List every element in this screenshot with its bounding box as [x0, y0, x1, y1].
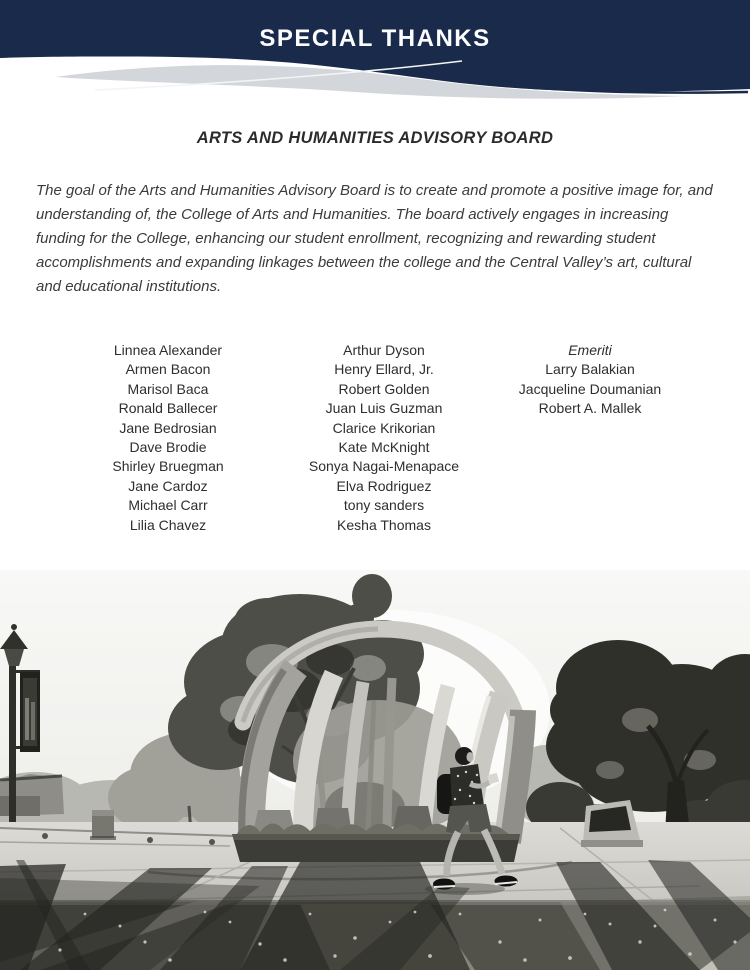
- member-name: Sonya Nagai-Menapace: [308, 458, 460, 475]
- advisory-board-members: [60, 341, 688, 535]
- emeriti-list: [492, 360, 688, 418]
- member-name: Jane Cardoz: [128, 477, 208, 494]
- member-name: Ronald Ballecer: [118, 400, 218, 417]
- member-name: Kate McKnight: [338, 439, 430, 456]
- members-column-1: [60, 341, 276, 535]
- page-title: SPECIAL THANKS: [259, 25, 491, 52]
- member-name: Lilia Chavez: [129, 516, 207, 533]
- pole-banner: [20, 672, 40, 752]
- member-name: Michael Carr: [128, 497, 208, 514]
- member-name: Shirley Bruegman: [112, 458, 224, 475]
- member-name: Kesha Thomas: [337, 516, 431, 533]
- member-name: Larry Balakian: [545, 361, 635, 378]
- member-name: Elva Rodriguez: [336, 477, 432, 494]
- campus-monument-photo: [0, 570, 750, 970]
- members-column-3: [492, 341, 688, 535]
- member-name: tony sanders: [343, 497, 425, 514]
- emeriti-label: Emeriti: [568, 342, 612, 358]
- member-name: Robert A. Mallek: [538, 400, 642, 417]
- board-description: The goal of the Arts and Humanities Advisory Board is to create and promote a positive image for, and understanding of, the College of Arts and Humanities. The board actively engages in increasing funding for the College, enhancing our student enrollment, recognizing and rewarding student accomplishments and expanding linkages between the college and the Central Valley’s art, cultural and educational institutions.: [36, 182, 713, 295]
- member-name: Armen Bacon: [125, 361, 211, 378]
- member-name: Juan Luis Guzman: [325, 400, 443, 417]
- member-name: Henry Ellard, Jr.: [334, 361, 434, 378]
- member-name: Marisol Baca: [127, 380, 209, 397]
- section-heading: ARTS AND HUMANITIES ADVISORY BOARD: [196, 129, 554, 147]
- member-name: Robert Golden: [338, 380, 430, 397]
- members-column-2: [276, 341, 492, 535]
- member-name: Jane Bedrosian: [119, 419, 217, 436]
- member-name: Arthur Dyson: [343, 342, 425, 358]
- member-name: Jacqueline Doumanian: [518, 380, 662, 397]
- utility-box: [90, 810, 116, 840]
- member-name: Dave Brodie: [129, 439, 207, 456]
- member-name: Clarice Krikorian: [332, 419, 436, 436]
- member-name: Linnea Alexander: [113, 342, 223, 358]
